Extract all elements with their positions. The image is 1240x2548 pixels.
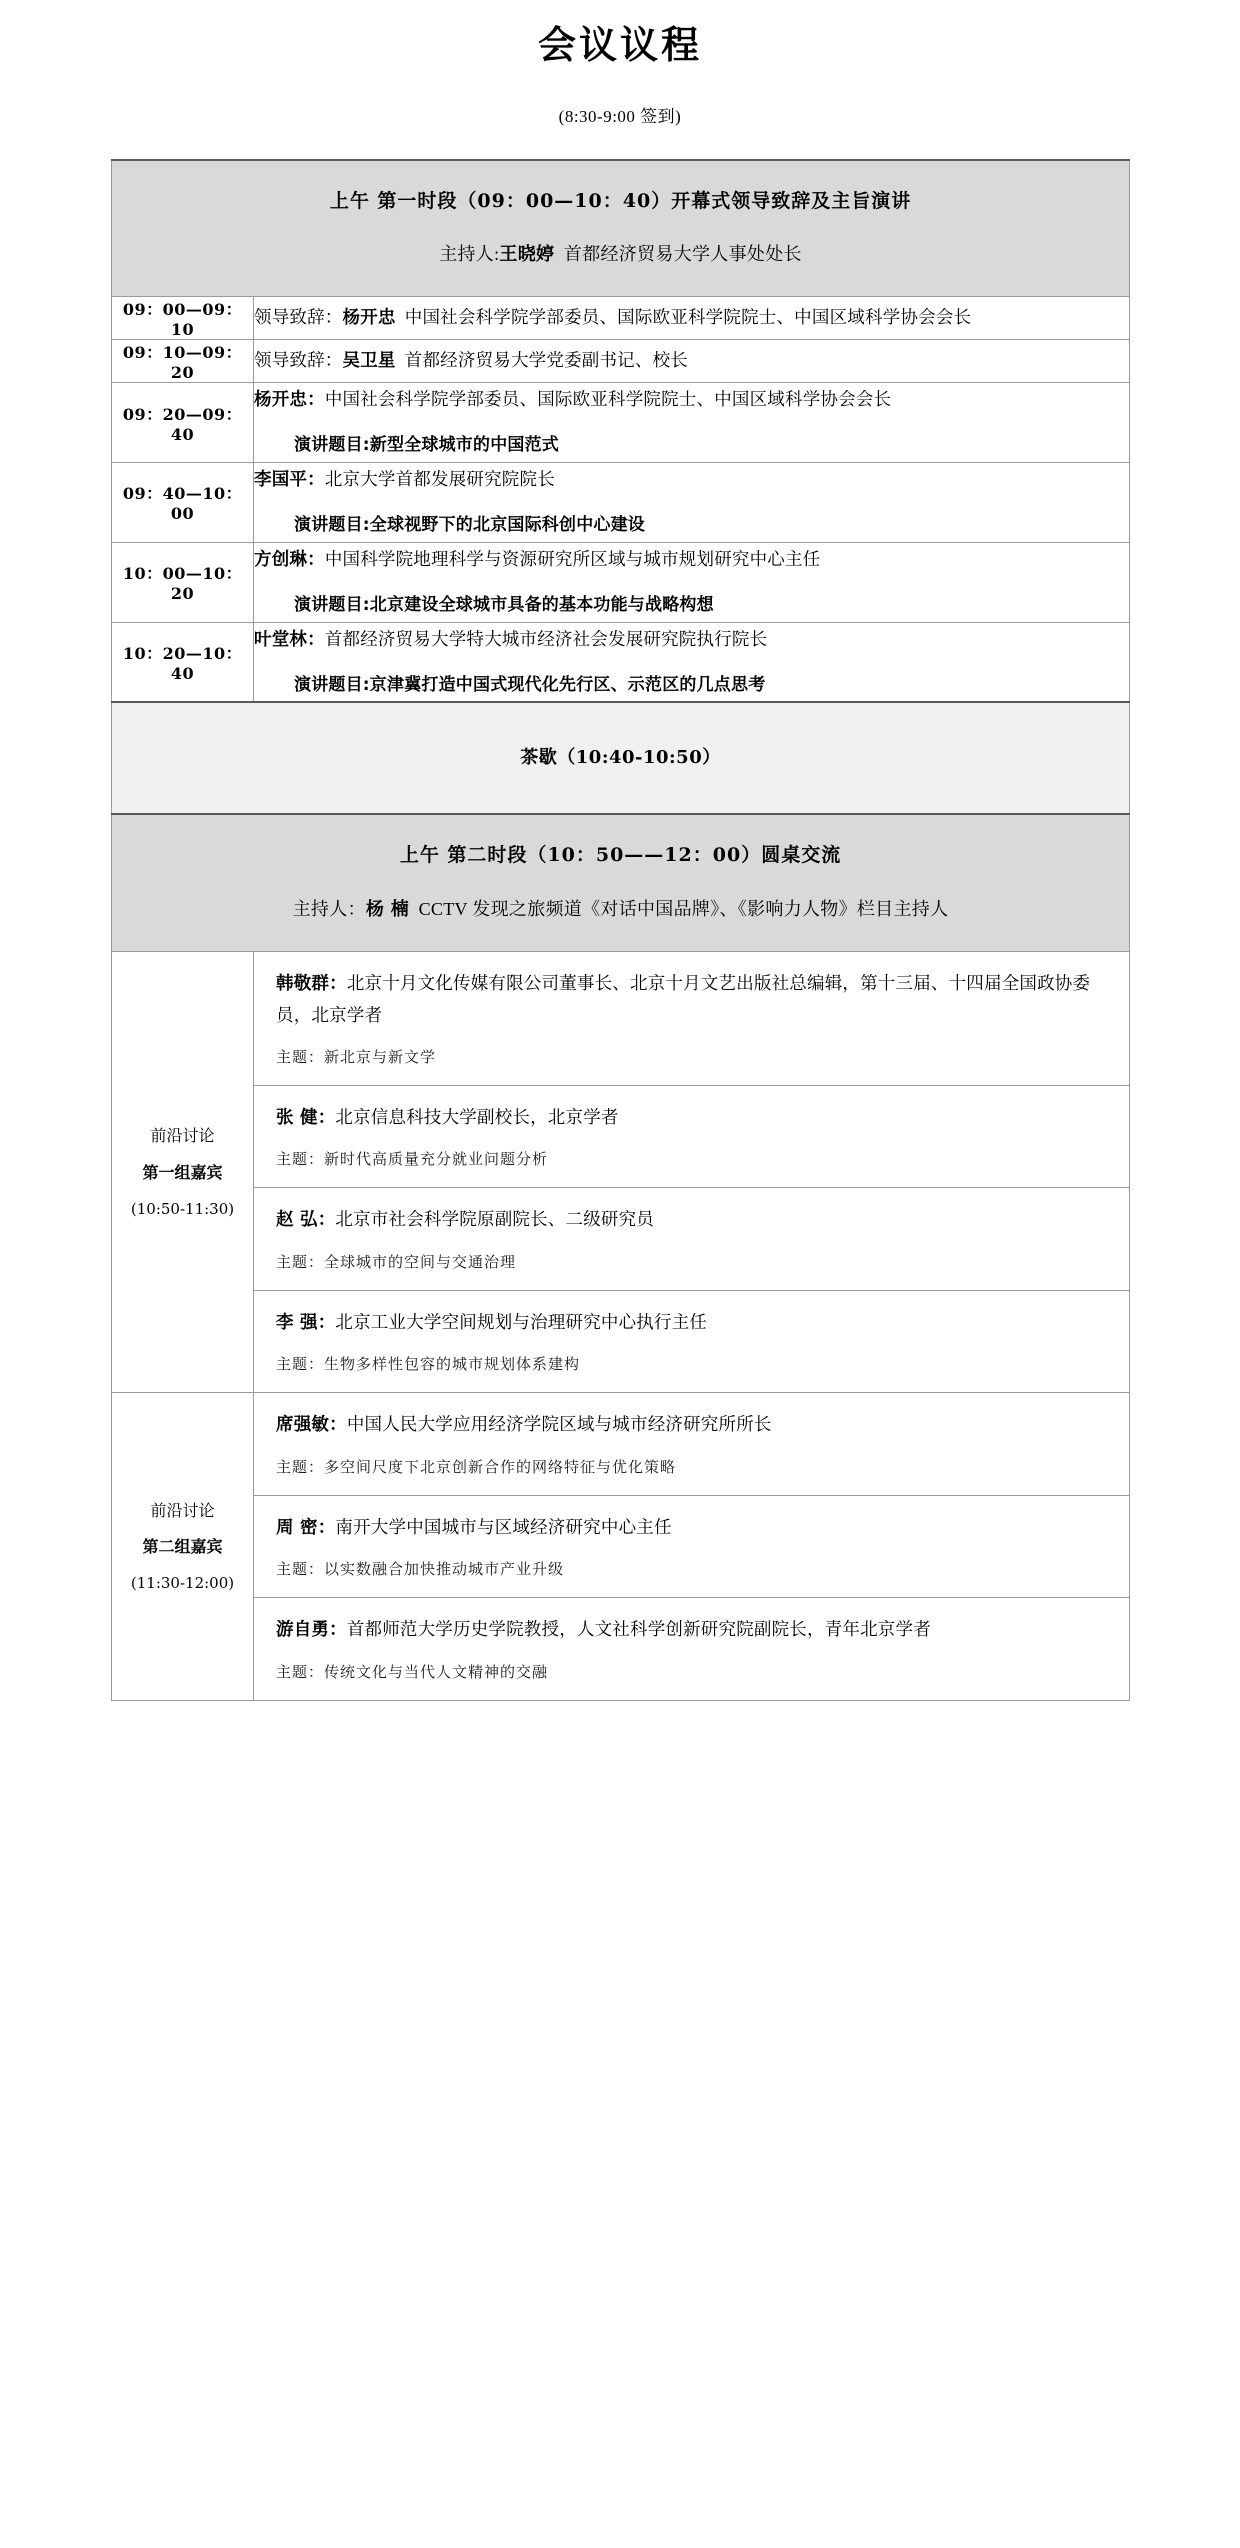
session-1-banner-cell: [112, 160, 1130, 297]
panelist-line: [276, 1102, 1109, 1135]
agenda-entry: [254, 340, 1130, 383]
panelist-name: 周 密：: [276, 1517, 336, 1538]
panelist-line: [276, 1409, 1109, 1442]
speaker-line: [254, 623, 1129, 656]
time-slot: 09：10—09：20: [112, 340, 254, 383]
panelist-affiliation: 北京工业大学空间规划与治理研究中心执行主任: [335, 1311, 708, 1332]
panelist-name: 李 强：: [276, 1312, 336, 1333]
panelist-affiliation: 中国人民大学应用经济学院区域与城市经济研究所所长: [346, 1414, 772, 1435]
session-1-banner-row: [112, 160, 1130, 297]
panelist-name: 韩敬群：: [276, 973, 347, 994]
talk-title: 演讲题目:北京建设全球城市具备的基本功能与战略构想: [294, 595, 714, 616]
panelist-line: [276, 1614, 1109, 1647]
panel-group-row: [112, 951, 1130, 1393]
panel-group-subtitle: 第二组嘉宾: [142, 1537, 223, 1557]
speaker-prefix: 领导致辞：: [254, 307, 343, 328]
list-item: [254, 1393, 1129, 1495]
speaker-name: 李国平：: [254, 469, 325, 490]
speaker-line: [254, 463, 1129, 496]
panelist-affiliation: 北京信息科技大学副校长，北京学者: [335, 1106, 619, 1127]
panelist-entry: [254, 1085, 1129, 1188]
speaker-affiliation: 中国社会科学院学部委员、国际欧亚科学院院士、中国区域科学协会会长: [404, 307, 972, 328]
page-subtitle: (8:30-9:00 签到): [558, 106, 682, 126]
panel-group-label: 前沿讨论: [150, 1500, 215, 1520]
panelist-topic: 主题：生物多样性包容的城市规划体系建构: [276, 1357, 581, 1374]
panelist-line: [276, 1512, 1109, 1545]
agenda-table-wrapper: [111, 127, 1129, 1701]
panelist-topic: 主题：新北京与新文学: [276, 1049, 437, 1066]
agenda-entry: [254, 542, 1130, 622]
session-2-title: 上午 第二时段（10：50——12：00）圆桌交流: [399, 844, 842, 867]
panelist-name: 席强敏：: [276, 1415, 347, 1436]
time-slot: 10：00—10：20: [112, 542, 254, 622]
panelist-topic: 主题：新时代高质量充分就业问题分析: [276, 1152, 549, 1169]
agenda-entry: [254, 622, 1130, 702]
agenda-entry: [254, 297, 1130, 340]
talk-title: 演讲题目:新型全球城市的中国范式: [294, 435, 559, 456]
speaker-affiliation: 中国科学院地理科学与资源研究所区域与城市规划研究中心主任: [324, 548, 821, 569]
panelist-affiliation: 北京十月文化传媒有限公司董事长、北京十月文艺出版社总编辑，第十三届、十四届全国政协委员，北京学者: [276, 972, 1091, 1026]
panelist-line: [276, 968, 1109, 1032]
speaker-name: 杨开忠：: [254, 390, 325, 411]
panelist-affiliation: 南开大学中国城市与区域经济研究中心主任: [335, 1516, 672, 1537]
panelist-line: [276, 1204, 1109, 1237]
session-2-host-label: 主持人：: [292, 898, 366, 919]
panelist-entry: [254, 1188, 1129, 1291]
panelist-line: [276, 1307, 1109, 1340]
list-item: [254, 952, 1129, 1086]
speaker-line: [254, 301, 1129, 334]
session-1-host: [136, 215, 1105, 268]
panelist-topic: 主题：全球城市的空间与交通治理: [276, 1254, 517, 1271]
list-item: [254, 1598, 1129, 1700]
panelist-entry: [254, 1495, 1129, 1598]
table-row: [112, 297, 1130, 340]
session-1-host-affiliation: 首都经济贸易大学人事处处长: [563, 244, 802, 265]
session-2-host-affiliation: CCTV 发现之旅频道《对话中国品牌》、《影响力人物》栏目主持人: [418, 898, 949, 919]
speaker-line: [254, 383, 1129, 416]
session-2-host: [136, 870, 1105, 923]
panelist-name: 赵 弘：: [276, 1210, 336, 1231]
list-item: [254, 1188, 1129, 1291]
session-1-host-name: 王晓婷: [499, 244, 555, 266]
session-2-banner-cell: [112, 814, 1130, 951]
break-label: 茶歇（10:40-10:50）: [520, 747, 721, 769]
speaker-name: 吴卫星: [342, 351, 396, 372]
session-2-banner-row: [112, 814, 1130, 951]
panelist-topic: 主题：多空间尺度下北京创新合作的网络特征与优化策略: [276, 1459, 677, 1476]
panelist-table: [254, 952, 1129, 1393]
break-cell: [112, 702, 1130, 814]
speaker-affiliation: 北京大学首都发展研究院院长: [324, 468, 555, 489]
panel-group-time: (11:30-12:00): [130, 1574, 235, 1593]
table-row: [112, 622, 1130, 702]
panelist-name: 张 健：: [276, 1107, 336, 1128]
table-row: [112, 340, 1130, 383]
talk-title: 演讲题目:全球视野下的北京国际科创中心建设: [294, 515, 645, 536]
panelist-affiliation: 北京市社会科学院原副院长、二级研究员: [335, 1209, 655, 1230]
session-1-title: 上午 第一时段（09：00—10：40）开幕式领导致辞及主旨演讲: [329, 189, 912, 212]
page-title: 会议议程: [537, 22, 702, 67]
speaker-affiliation: 中国社会科学院学部委员、国际欧亚科学院院士、中国区域科学协会会长: [324, 389, 892, 410]
speaker-line: [254, 344, 1129, 377]
list-item: [254, 1085, 1129, 1188]
time-slot: 09：20—09：40: [112, 383, 254, 463]
session-1-host-label: 主持人:: [439, 244, 500, 265]
session-2-host-name: 杨 楠: [365, 898, 409, 920]
panelist-entry: [254, 1598, 1129, 1700]
panelist-table: [254, 1393, 1129, 1700]
break-row: [112, 702, 1130, 814]
agenda-entry: [254, 462, 1130, 542]
panelist-affiliation: 首都师范大学历史学院教授，人文社科学创新研究院副院长，青年北京学者: [346, 1619, 931, 1640]
panel-group-row: [112, 1393, 1130, 1701]
panel-group-label: 前沿讨论: [150, 1126, 215, 1146]
table-row: [112, 542, 1130, 622]
time-slot: 09：00—09：10: [112, 297, 254, 340]
table-row: [112, 383, 1130, 463]
table-row: [112, 462, 1130, 542]
time-slot: 10：20—10：40: [112, 622, 254, 702]
speaker-name: 方创琳：: [254, 549, 325, 570]
speaker-name: 杨开忠: [342, 308, 396, 329]
panel-group-time: (10:50-11:30): [130, 1199, 235, 1218]
talk-title: 演讲题目:京津冀打造中国式现代化先行区、示范区的几点思考: [294, 674, 766, 695]
panelist-topic: 主题：以实数融合加快推动城市产业升级: [276, 1562, 565, 1579]
panelist-topic: 主题：传统文化与当代人文精神的交融: [276, 1664, 549, 1681]
panel-group-subtitle: 第一组嘉宾: [142, 1162, 223, 1182]
panelist-entry: [254, 952, 1129, 1086]
speaker-affiliation: 首都经济贸易大学党委副书记、校长: [404, 350, 688, 371]
panel-group-panelists-cell: [254, 951, 1130, 1393]
agenda-entry: [254, 383, 1130, 463]
speaker-prefix: 领导致辞：: [254, 350, 343, 371]
panel-group-label-cell: [112, 951, 254, 1393]
panel-group-label-cell: [112, 1393, 254, 1701]
time-slot: 09：40—10：00: [112, 462, 254, 542]
panelist-entry: [254, 1290, 1129, 1392]
speaker-name: 叶堂林：: [254, 629, 325, 650]
panel-group-panelists-cell: [254, 1393, 1130, 1701]
list-item: [254, 1290, 1129, 1392]
speaker-line: [254, 543, 1129, 576]
list-item: [254, 1495, 1129, 1598]
panelist-name: 游自勇：: [276, 1620, 347, 1641]
panelist-entry: [254, 1393, 1129, 1495]
agenda-table: [111, 159, 1130, 1701]
speaker-affiliation: 首都经济贸易大学特大城市经济社会发展研究院执行院长: [324, 628, 768, 649]
